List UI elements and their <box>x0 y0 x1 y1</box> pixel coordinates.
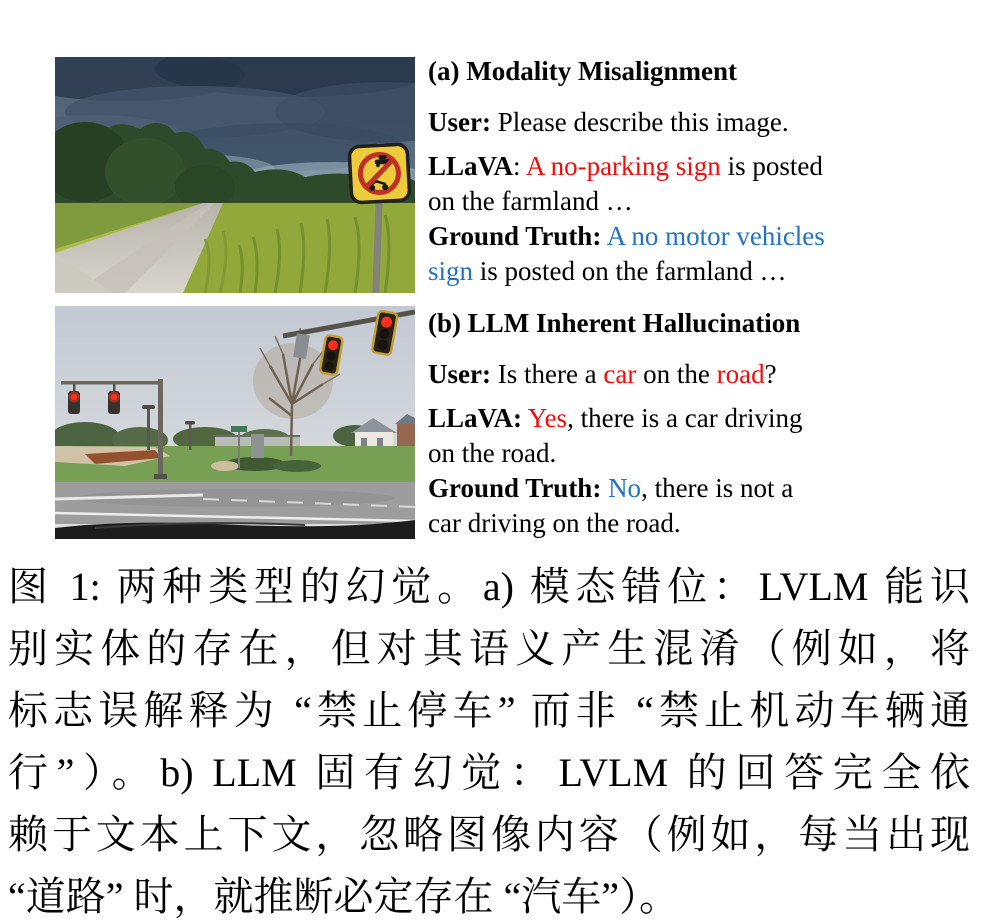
dialog-paragraph <box>428 471 984 541</box>
caption-line: 标志误解释为 “禁止停车” 而非 “禁止机动车辆通 <box>8 688 970 733</box>
caption-line: 行”）。b) LLM 固有幻觉：LVLM 的回答完全依 <box>8 750 970 795</box>
caption-line: “道路” 时，就推断必定存在 “汽车”）。 <box>8 874 680 919</box>
dialog-line: on the farmland … <box>428 186 633 216</box>
photo-intersection <box>55 306 415 539</box>
dialog-line: User: Please describe this image. <box>428 107 789 137</box>
caption-line: 赖于文本上下文，忽略图像内容（例如，每当出现 <box>8 812 970 857</box>
panel-a-dialog <box>428 105 984 289</box>
panel-a-title: (a) Modality Misalignment <box>428 56 737 86</box>
no-motor-vehicles-sign <box>349 144 410 203</box>
dialog-line: User: Is there a car on the road? <box>428 359 777 389</box>
dialog-paragraph <box>428 401 984 471</box>
road <box>55 482 415 524</box>
intersection-scene <box>55 306 415 539</box>
photo-country-road <box>55 57 415 293</box>
dialog-paragraph <box>428 105 984 140</box>
dialog-line: Ground Truth: No, there is not a <box>428 473 794 503</box>
dialog-line: on the road. <box>428 438 557 468</box>
utility-box <box>251 434 264 458</box>
grass-median <box>55 446 415 482</box>
dialog-paragraph <box>428 219 984 289</box>
red-light <box>111 394 118 401</box>
red-light <box>71 394 78 401</box>
dialog-line: LLaVA: Yes, there is a car driving <box>428 403 803 433</box>
panel-modality-misalignment <box>428 54 984 289</box>
dialog-line: sign is posted on the farmland … <box>428 256 787 286</box>
dialog-line: Ground Truth: A no motor vehicles <box>428 221 825 251</box>
dialog-line: car driving on the road. <box>428 508 681 538</box>
country-road-scene <box>55 57 415 293</box>
panel-b-title: (b) LLM Inherent Hallucination <box>428 308 801 338</box>
panel-llm-inherent-hallucination <box>428 306 984 541</box>
dialog-paragraph <box>428 357 984 392</box>
panel-b-dialog <box>428 357 984 541</box>
dialog-line: LLaVA: A no-parking sign is posted <box>428 151 823 181</box>
dialog-paragraph <box>428 149 984 219</box>
caption-line: 别实体的存在，但对其语义产生混淆（例如，将 <box>8 626 970 671</box>
caption-line: 图 1: 两种类型的幻觉。a) 模态错位：LVLM 能识 <box>8 564 970 609</box>
figure-caption <box>8 556 970 922</box>
